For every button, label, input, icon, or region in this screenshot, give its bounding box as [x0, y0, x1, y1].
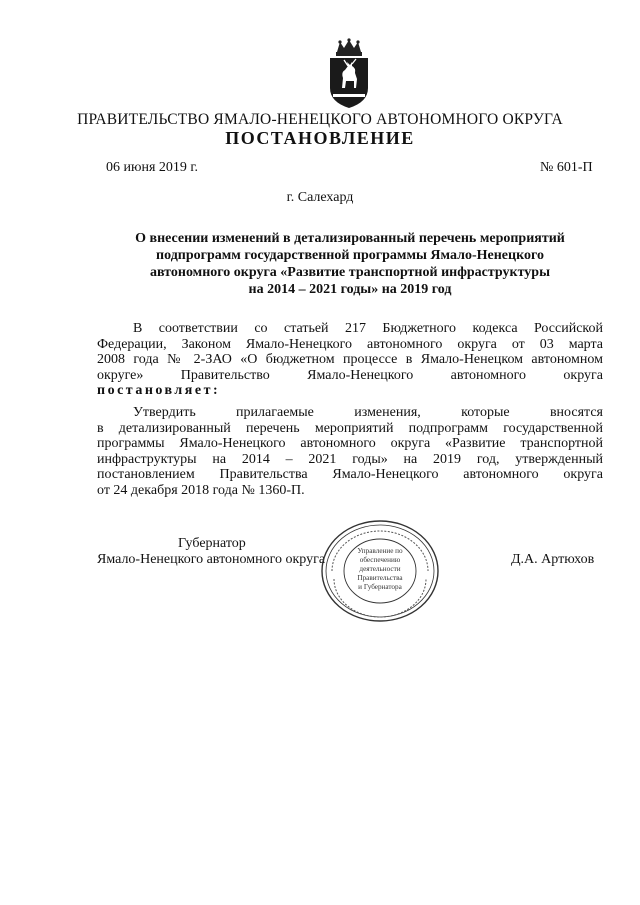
official-stamp-seal	[318, 517, 442, 625]
stamp-text-line: Правительства	[357, 574, 403, 582]
stamp-text-line: и Губернатора	[358, 583, 402, 591]
subject-line: автономного округа «Развитие транспортной инфраструктуры	[149, 265, 551, 280]
body-paragraph-2	[97, 405, 603, 498]
document-date: 06 июня 2019 г.	[106, 160, 199, 175]
document-type-title: ПОСТАНОВЛЕНИЕ	[225, 128, 415, 148]
paragraph-line: инфраструктуры на 2014 – 2021 годы» на 2019 год, утвержденный	[97, 451, 603, 467]
document-subject	[100, 230, 600, 298]
stamp-text-line: деятельности	[359, 565, 401, 573]
subject-line: подпрограмм государственной программы Ямало-Ненецкого	[156, 248, 544, 263]
decree-word: постановляет:	[97, 383, 221, 398]
subject-line: на 2014 – 2021 годы» на 2019 год	[248, 282, 452, 297]
paragraph-line: 2008 года № 2-ЗАО «О бюджетном процессе в Ямало-Ненецком автономном	[97, 352, 603, 367]
paragraph-line: округе» Правительство Ямало-Ненецкого автономного округа	[97, 367, 603, 383]
body-paragraph-1	[97, 321, 603, 399]
signatory-position-line2: Ямало-Ненецкого автономного округа	[97, 552, 326, 567]
coat-of-arms-emblem	[324, 38, 374, 110]
stamp-text-line: обеспечению	[359, 556, 401, 564]
stamp-text-line: Управление по	[357, 547, 403, 555]
signatory-name: Д.А. Артюхов	[511, 552, 595, 567]
paragraph-line: Утвердить прилагаемые изменения, которые вносятся	[133, 405, 603, 420]
signatory-position-line1: Губернатор	[178, 536, 246, 551]
paragraph-line: В соответствии со статьей 217 Бюджетного кодекса Российской	[133, 321, 603, 336]
paragraph-line: Федерации, Законом Ямало-Ненецкого автономного округа от 03 марта	[97, 336, 603, 352]
subject-line: О внесении изменений в детализированный перечень мероприятий	[135, 231, 565, 246]
document-city: г. Салехард	[286, 190, 354, 205]
paragraph-line: от 24 декабря 2018 года № 1360-П.	[97, 482, 305, 498]
paragraph-line: программы Ямало-Ненецкого автономного округа «Развитие транспортной	[97, 436, 603, 451]
paragraph-line: постановлением Правительства Ямало-Ненецкого автономного округа	[97, 467, 603, 482]
document-number: № 601-П	[540, 160, 593, 175]
paragraph-line: в детализированный перечень мероприятий подпрограмм государственной	[97, 420, 603, 436]
government-name: ПРАВИТЕЛЬСТВО ЯМАЛО-НЕНЕЦКОГО АВТОНОМНОГО ОКРУГА	[77, 111, 563, 128]
